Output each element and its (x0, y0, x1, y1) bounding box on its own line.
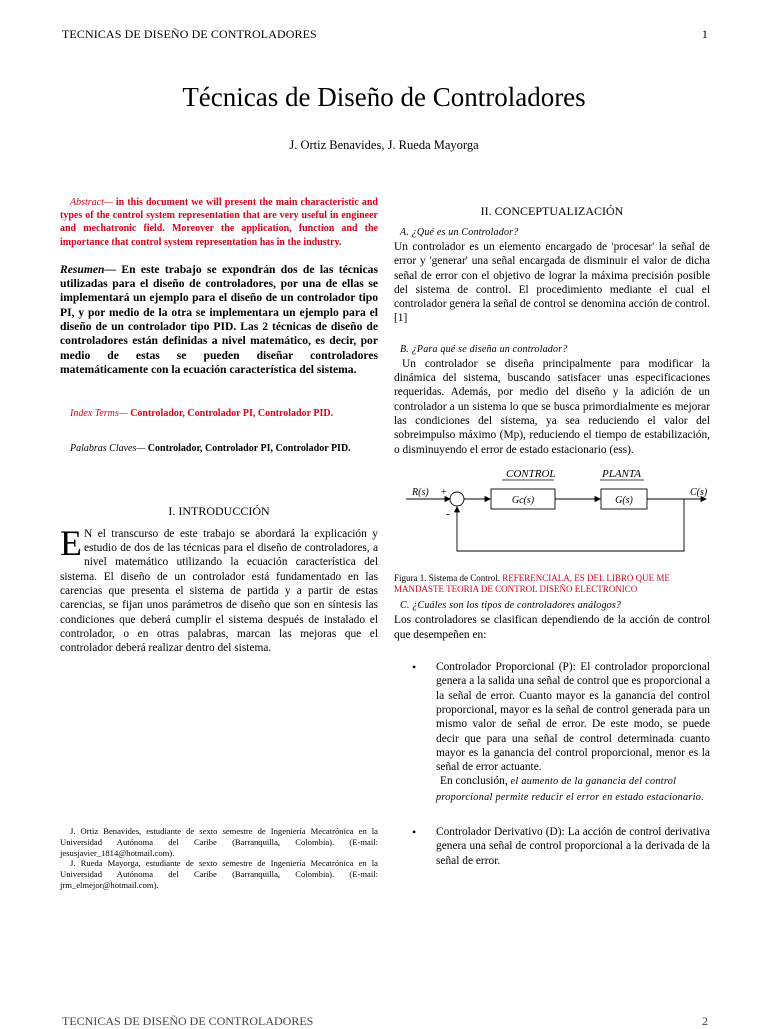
subsection-heading-b: B. ¿Para qué se diseña un controlador? (400, 343, 568, 355)
dropcap: E (60, 522, 82, 563)
footnote: J. Rueda Mayorga, estudiante de sexto semestre de Ingeniería Mecatrónica en la Universidad Autónoma del Caribe (Barranquilla, Colombia). (E-mail: jrm_elmejor@hotmail.com). (60, 858, 378, 890)
abstract (60, 196, 378, 249)
footer-page-number: 2 (702, 1014, 708, 1028)
label-input: R(s) (412, 486, 429, 498)
right-column (394, 198, 710, 868)
subsection-heading-c: C. ¿Cuáles son los tipos de controladores análogos? (400, 600, 622, 612)
subsection-heading-a: A. ¿Qué es un Controlador? (400, 227, 519, 238)
running-header (62, 27, 708, 42)
palabras-claves-lead: Palabras Claves— (70, 443, 146, 455)
index-terms-text: Controlador, Controlador PI, Controlador PID. (127, 408, 334, 420)
bullet-conclusion (436, 774, 710, 805)
conclusion-italic: el aumento de la ganancia del control proporcional permite reducir el error en estado estacionario. (436, 776, 705, 803)
introduction-paragraph (60, 522, 378, 656)
block-plant-label: G(s) (615, 494, 633, 506)
summing-junction (450, 492, 464, 506)
bullet-icon: • (412, 660, 417, 675)
label-plus: + (441, 486, 447, 498)
resumen-text: En este trabajo se expondrán dos de las técnicas utilizadas para el diseño de controladores, por una de ellas se implementará un ejemplo para el diseño de un controlador tipo PI, y por medio de la otra se implementara un ejemplo para el diseño de un controlador tipo PID. Las 2 técnicas de diseño de controladores están definidas a nivel matemático, es decir, por medio de estas se pueden diseñar controladores matemáticamente con la ecuación característica del sistema. (60, 262, 378, 376)
bullet-icon: • (412, 825, 417, 840)
index-terms (60, 407, 378, 420)
resumen (60, 263, 378, 377)
abstract-lead: Abstract— (70, 197, 113, 208)
palabras-claves-text: Controlador, Controlador PI, Controlador PID. (145, 443, 351, 455)
figure-caption (394, 573, 710, 595)
section-heading-introduccion: I. INTRODUCCIÓN (168, 503, 270, 518)
running-title: TECNICAS DE DISEÑO DE CONTROLADORES (62, 27, 317, 41)
figure-caption-note: REFERENCIALA, ES DEL LIBRO QUE ME MANDASTE TEORIA DE CONTROL DISEÑO ELECTRONICO (394, 572, 670, 594)
page-number: 1 (701, 27, 708, 41)
controller-types-list (394, 660, 710, 868)
index-terms-lead: Index Terms— (70, 408, 128, 420)
control-system-diagram (394, 467, 710, 569)
label-planta: PLANTA (602, 467, 641, 480)
section-heading-conceptualizacion: II. CONCEPTUALIZACIÓN (480, 204, 624, 218)
label-output: C(s) (690, 486, 708, 498)
figure-caption-text: Figura 1. Sistema de Control. (394, 572, 503, 583)
subsection-b-paragraph: Un controlador se diseña principalmente para modificar la dinámica del sistema, buscando satisfacer unas especificaciones requeridas. Además, por medio del diseño y la adición de un controlador a un sistema lo que se busca primordialmente es mejorar las condiciones del sistema, ya sea reduciendo el valor del sobreimpulso máximo (Mp), reduciendo el tiempo de estabilización, o disminuyendo el error de estado estacionario (ess). (394, 357, 710, 456)
resumen-lead: Resumen— (60, 262, 117, 276)
list-item (394, 660, 710, 805)
footnote: J. Ortiz Benavides, estudiante de sexto semestre de Ingeniería Mecatrónica en la Universidad Autónoma del Caribe (Barranquilla, Colombia). (E-mail: jesusjavier_1814@hotmail.com). (60, 826, 378, 858)
left-column (60, 196, 378, 655)
paper-title: Técnicas de Diseño de Controladores (182, 82, 586, 112)
introduction-text: N el transcurso de este trabajo se abordará la explicación y estudio de dos de las técnicas para el diseño de controladores, a nivel matemático utilizando la ecuación característica del sistema. El diseño de un controlador está fundamentado en las carencias que presenta el sistema de partida y a partir de estas carencias, se fijan unos parámetros de diseño que son en síntesis las condiciones que deberá cumplir el sistema después de instalado el controlador, o en otras palabras, marcan las mejoras que el controlador deberá realizar dentro del sistema. (60, 527, 378, 655)
footnotes (60, 826, 378, 891)
label-minus: - (446, 507, 450, 520)
bullet-text: Controlador Proporcional (P): El controlador proporcional genera a la salida una señal de control que es proporcional a la señal de error. Cuanto mayor es la ganancia del control proporcional, mayor es la señal de control generada para un mismo valor de señal de error. De este modo, se puede decir que para una señal de control determinada cuanto mayor es la ganancia del control proporcional, menor es la señal de error actuante. (436, 661, 710, 774)
subsection-a-paragraph: Un controlador es un elemento encargado de 'procesar' la señal de error y 'generar' una señal encargada de disminuir el valor de dicha señal de error con el objetivo de lograr la máxima precisión posible del sistema de control. El procedimiento mediante el cual el controlador genera la señal de control se denomina acción de control. [1] (394, 241, 710, 325)
block-controller-label: Gc(s) (511, 494, 535, 506)
conclusion-lead: En conclusión, (440, 775, 511, 788)
list-item (394, 825, 710, 868)
running-footer (62, 1014, 708, 1029)
paper-authors: J. Ortiz Benavides, J. Rueda Mayorga (289, 138, 479, 152)
bullet-text: Controlador Derivativo (D): La acción de control derivativa genera una señal de control proporcional a la derivada de la señal de error. (436, 826, 710, 867)
palabras-claves (60, 442, 378, 455)
label-control: CONTROL (506, 467, 556, 480)
footer-running-title: TECNICAS DE DISEÑO DE CONTROLADORES (62, 1014, 314, 1028)
abstract-text: in this document we will present the main characteristic and types of the control system representation that are very useful in engineer and mechatronic field. Moreover the application, function and the importance that control system representation has in the industry. (60, 197, 378, 248)
subsection-c-paragraph: Los controladores se clasifican dependiendo de la acción de control que desempeñen en: (394, 614, 710, 641)
